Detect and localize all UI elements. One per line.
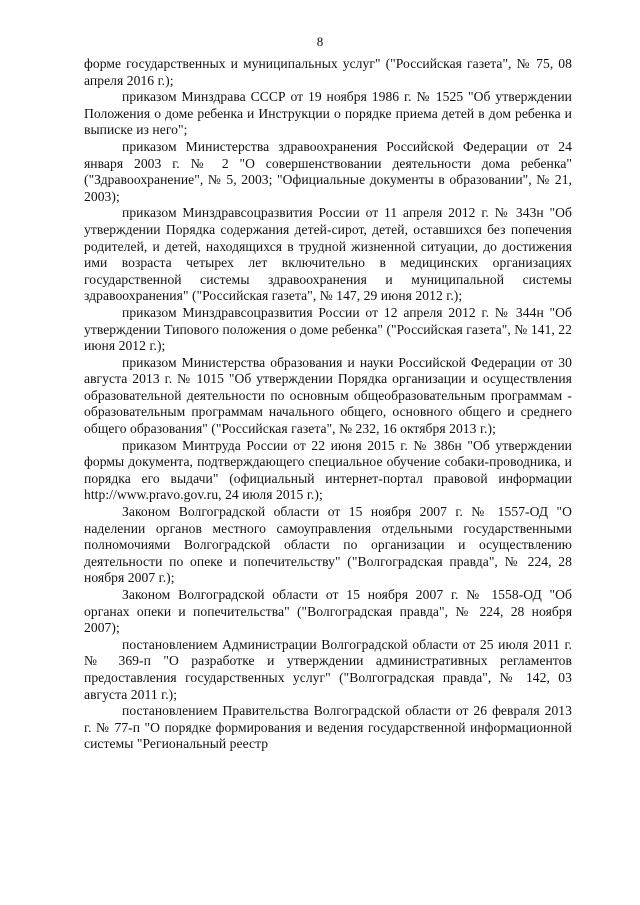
paragraph: постановлением Правительства Волгоградской области от 26 февраля 2013 г. № 77-п "О порядке формирования и ведения государственной информационной системы "Региональный реестр <box>84 703 572 752</box>
document-body <box>84 56 572 753</box>
paragraph: Законом Волгоградской области от 15 ноября 2007 г. № 1557-ОД "О наделении органов местного самоуправления отдельными государственными полномочиями Волгоградской области по организации и осуществлению деятельности по опеке и попечительству" ("Волгоградская правда", № 224, 28 ноября 2007 г.); <box>84 504 572 586</box>
paragraph: форме государственных и муниципальных услуг" ("Российская газета", № 75, 08 апреля 2016 г.); <box>84 56 572 88</box>
paragraph: приказом Министерства здравоохранения Российской Федерации от 24 января 2003 г. № 2 "О совершенствовании деятельности дома ребенка" ("Здравоохранение", № 5, 2003; "Официальные документы в образовании", № 21, 2003); <box>84 138 572 204</box>
paragraph: приказом Минтруда России от 22 июня 2015 г. № 386н "Об утверждении формы документа, подтверждающего специальное обучение собаки-проводника, и порядка его выдачи" (официальный интернет-портал правовой информации http://www.pravo.gov.ru, 24 июля 2015 г.); <box>84 437 572 503</box>
paragraph: приказом Минздравсоцразвития России от 12 апреля 2012 г. № 344н "Об утверждении Типового положения о доме ребенка" ("Российская газета", № 141, 22 июня 2012 г.); <box>84 304 572 354</box>
paragraph: Законом Волгоградской области от 15 ноября 2007 г. № 1558-ОД "Об органах опеки и попечительства" ("Волгоградская правда", № 224, 28 ноября 2007); <box>84 587 572 636</box>
paragraph: приказом Минздравсоцразвития России от 11 апреля 2012 г. № 343н "Об утверждении Порядка содержания детей-сирот, детей, оставшихся без попечения родителей, и детей, находящихся в трудной жизненной ситуации, до достижения ими возраста четырех лет включительно в медицинских организациях государственной системы здравоохранения и муниципальной системы здравоохранения" ("Российская газета", № 147, 29 июня 2012 г.); <box>84 205 572 304</box>
paragraph: постановлением Администрации Волгоградской области от 25 июля 2011 г. № 369-п "О разработке и утверждении административных регламентов предоставления государственных услуг" ("Волгоградская правда", № 142, 03 августа 2011 г.); <box>84 636 572 702</box>
page-number: 8 <box>316 34 324 49</box>
paragraph: приказом Министерства образования и науки Российской Федерации от 30 августа 2013 г. № 1015 "Об утверждении Порядка организации и осуществления образовательной деятельности по основным общеобразовательным программам - образовательным программам начального общего, основного общего и среднего общего образования" ("Российская газета", № 232, 16 октября 2013 г.); <box>84 354 572 437</box>
paragraph: приказом Минздрава СССР от 19 ноября 1986 г. № 1525 "Об утверждении Положения о доме ребенка и Инструкции о порядке приема детей в дом ребенка и выписке из него"; <box>84 89 572 138</box>
